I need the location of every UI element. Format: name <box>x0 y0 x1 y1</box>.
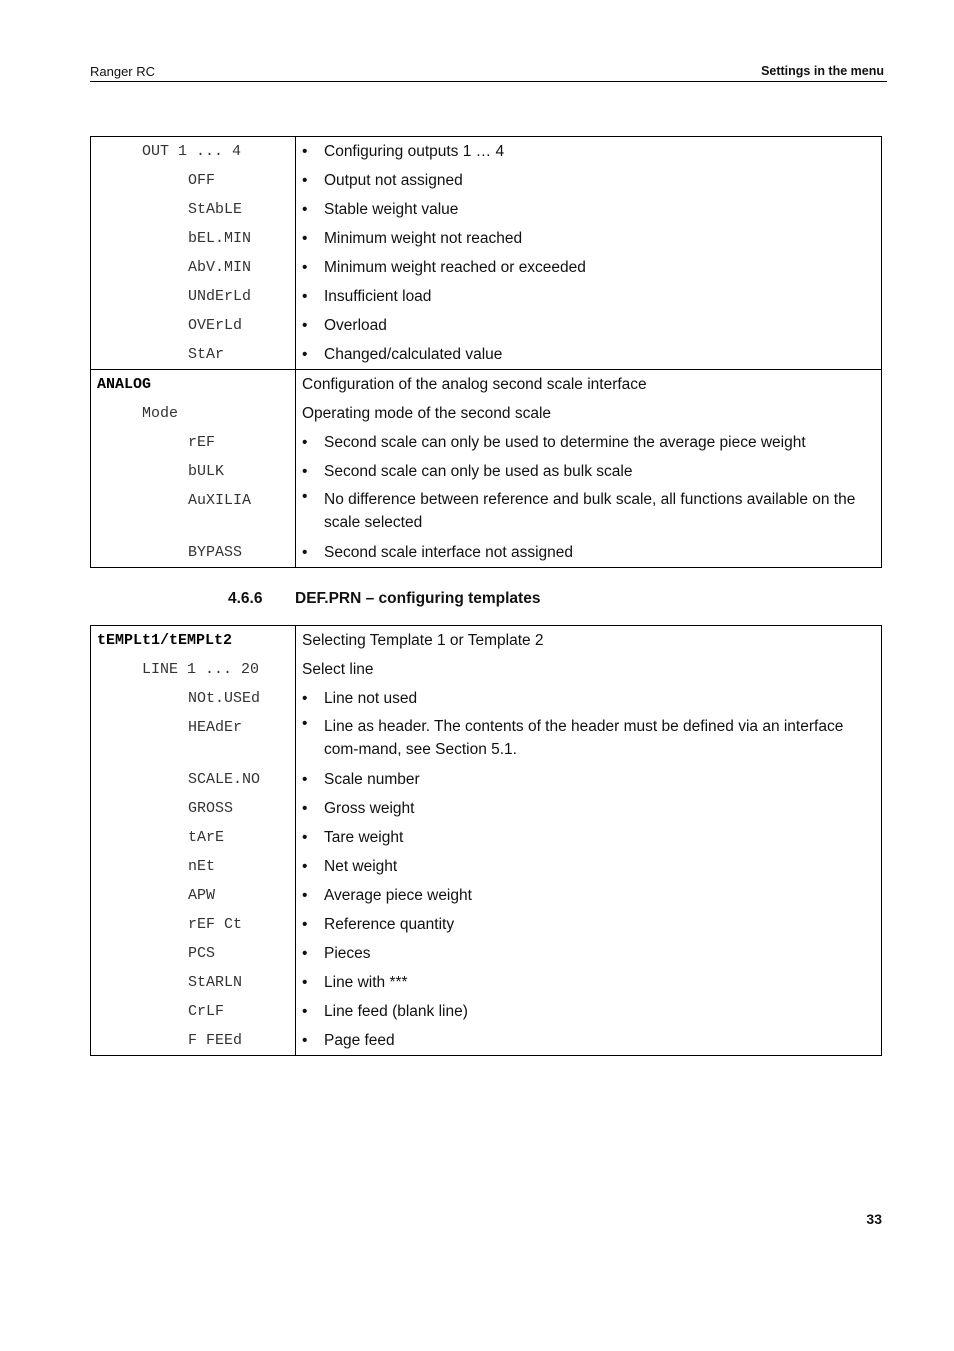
menu-code: LINE 1 ... 20 <box>142 661 260 678</box>
menu-code: NOt.USEd <box>188 690 261 707</box>
menu-code: bEL.MIN <box>188 230 252 247</box>
description-text: Gross weight <box>324 800 415 817</box>
menu-description <box>296 457 881 486</box>
description-text: Second scale can only be used to determine the average piece weight <box>324 434 806 451</box>
menu-description-cell <box>296 538 882 568</box>
menu-description-cell <box>296 655 882 684</box>
menu-description <box>296 823 881 852</box>
menu-description <box>296 195 881 224</box>
menu-code: tEMPLt1/tEMPLt2 <box>97 632 233 649</box>
menu-code-cell <box>91 137 296 167</box>
table-row <box>91 282 882 311</box>
menu-description-cell <box>296 626 882 656</box>
menu-code: nEt <box>188 858 216 875</box>
table-row <box>91 794 882 823</box>
description-text: Page feed <box>324 1032 395 1049</box>
menu-code: OFF <box>188 172 216 189</box>
menu-description-cell <box>296 166 882 195</box>
bullet-icon: • <box>302 488 308 505</box>
menu-description <box>296 370 881 399</box>
menu-code-cell <box>91 968 296 997</box>
menu-code: ANALOG <box>97 376 152 393</box>
description-text: Second scale interface not assigned <box>324 544 574 561</box>
menu-code: APW <box>188 887 216 904</box>
description-text: Operating mode of the second scale <box>302 405 552 422</box>
menu-code: AbV.MIN <box>188 259 252 276</box>
table-row <box>91 997 882 1026</box>
menu-code: StAr <box>188 346 225 363</box>
bullet-icon: • <box>302 690 308 707</box>
table-row <box>91 655 882 684</box>
menu-description-cell <box>296 195 882 224</box>
menu-code-cell <box>91 166 296 195</box>
menu-description-cell <box>296 399 882 428</box>
menu-code-cell <box>91 428 296 457</box>
bullet-icon: • <box>302 829 308 846</box>
menu-code: StARLN <box>188 974 243 991</box>
description-text: Pieces <box>324 945 371 962</box>
bullet-icon: • <box>302 346 308 363</box>
menu-code-cell <box>91 881 296 910</box>
bullet-icon: • <box>302 858 308 875</box>
menu-description <box>296 253 881 282</box>
menu-code-cell <box>91 823 296 852</box>
menu-code: rEF <box>188 434 216 451</box>
table-row <box>91 224 882 253</box>
table-row <box>91 340 882 370</box>
menu-description-cell <box>296 253 882 282</box>
menu-code-cell <box>91 765 296 794</box>
menu-code: BYPASS <box>188 544 243 561</box>
menu-description-cell <box>296 370 882 400</box>
menu-code-cell <box>91 713 296 765</box>
menu-group <box>91 626 882 1056</box>
header-divider <box>90 81 887 82</box>
menu-code-cell <box>91 399 296 428</box>
menu-code-cell <box>91 626 296 656</box>
description-text: No difference between reference and bulk scale, all functions available on the scale selected <box>324 491 856 531</box>
menu-description <box>296 486 881 538</box>
bullet-icon: • <box>302 259 308 276</box>
bullet-icon: • <box>302 288 308 305</box>
menu-code: OVErLd <box>188 317 243 334</box>
table-row <box>91 486 882 538</box>
menu-code: bULK <box>188 463 225 480</box>
menu-description <box>296 910 881 939</box>
menu-description-cell <box>296 852 882 881</box>
menu-code-cell <box>91 282 296 311</box>
table-row <box>91 968 882 997</box>
description-text: Average piece weight <box>324 887 472 904</box>
menu-description-cell <box>296 340 882 370</box>
table-row <box>91 684 882 713</box>
menu-code: OUT 1 ... 4 <box>142 143 242 160</box>
menu-description <box>296 538 881 567</box>
bullet-icon: • <box>302 434 308 451</box>
menu-description <box>296 166 881 195</box>
menu-code: AuXILIA <box>188 492 252 509</box>
menu-description-cell <box>296 684 882 713</box>
table-row <box>91 253 882 282</box>
description-text: Reference quantity <box>324 916 455 933</box>
description-text: Line not used <box>324 690 418 707</box>
bullet-icon: • <box>302 143 308 160</box>
menu-code-cell <box>91 1026 296 1056</box>
description-text: Insufficient load <box>324 288 432 305</box>
menu-description-cell <box>296 823 882 852</box>
menu-code-cell <box>91 910 296 939</box>
table-row <box>91 713 882 765</box>
menu-description-cell <box>296 137 882 167</box>
menu-description-cell <box>296 765 882 794</box>
bullet-icon: • <box>302 544 308 561</box>
bullet-icon: • <box>302 1003 308 1020</box>
menu-code-cell <box>91 370 296 400</box>
menu-code-cell <box>91 794 296 823</box>
menu-description <box>296 881 881 910</box>
menu-description <box>296 939 881 968</box>
table-row <box>91 852 882 881</box>
menu-description-cell <box>296 486 882 538</box>
menu-description-cell <box>296 910 882 939</box>
menu-group <box>91 137 882 370</box>
menu-code-cell <box>91 939 296 968</box>
menu-code: GROSS <box>188 800 234 817</box>
menu-code-cell <box>91 311 296 340</box>
table-row <box>91 881 882 910</box>
bullet-icon: • <box>302 974 308 991</box>
table-row <box>91 538 882 568</box>
menu-description <box>296 311 881 340</box>
menu-code: CrLF <box>188 1003 225 1020</box>
menu-description <box>296 137 881 166</box>
menu-description <box>296 655 881 684</box>
description-text: Net weight <box>324 858 398 875</box>
description-text: Configuring outputs 1 … 4 <box>324 143 505 160</box>
menu-code-cell <box>91 457 296 486</box>
bullet-icon: • <box>302 201 308 218</box>
description-text: Line with *** <box>324 974 408 991</box>
menu-description <box>296 224 881 253</box>
description-text: Tare weight <box>324 829 404 846</box>
menu-code: rEF Ct <box>188 916 243 933</box>
menu-code-cell <box>91 195 296 224</box>
section-title: DEF.PRN – configuring templates <box>295 590 541 607</box>
running-header-section: Settings in the menu <box>761 64 884 78</box>
menu-description-cell <box>296 794 882 823</box>
menu-description <box>296 428 881 457</box>
menu-code: PCS <box>188 945 216 962</box>
menu-description-cell <box>296 1026 882 1056</box>
bullet-icon: • <box>302 317 308 334</box>
menu-code: tArE <box>188 829 225 846</box>
bullet-icon: • <box>302 1032 308 1049</box>
menu-description-cell <box>296 713 882 765</box>
bullet-icon: • <box>302 945 308 962</box>
table-row <box>91 765 882 794</box>
menu-description-cell <box>296 428 882 457</box>
menu-code-cell <box>91 684 296 713</box>
description-text: Configuration of the analog second scale interface <box>302 376 647 393</box>
menu-description <box>296 1026 881 1055</box>
template-settings-table <box>90 625 882 1056</box>
menu-description <box>296 399 881 428</box>
menu-description <box>296 282 881 311</box>
page-number: 33 <box>866 1211 882 1227</box>
description-text: Scale number <box>324 771 420 788</box>
description-text: Select line <box>302 661 374 678</box>
description-text: Overload <box>324 317 387 334</box>
menu-code: SCALE.NO <box>188 771 261 788</box>
running-header-title: Ranger RC <box>90 64 156 79</box>
bullet-icon: • <box>302 172 308 189</box>
menu-code-cell <box>91 852 296 881</box>
bullet-icon: • <box>302 715 308 732</box>
menu-code-cell <box>91 253 296 282</box>
menu-code-cell <box>91 655 296 684</box>
menu-code: Mode <box>142 405 179 422</box>
section-number: 4.6.6 <box>228 590 263 607</box>
menu-code-cell <box>91 997 296 1026</box>
menu-code: UNdErLd <box>188 288 252 305</box>
description-text: Minimum weight not reached <box>324 230 523 247</box>
menu-code: StAbLE <box>188 201 243 218</box>
menu-description-cell <box>296 224 882 253</box>
description-text: Changed/calculated value <box>324 346 503 363</box>
table-row <box>91 428 882 457</box>
menu-description-cell <box>296 939 882 968</box>
table-row <box>91 1026 882 1056</box>
bullet-icon: • <box>302 771 308 788</box>
description-text: Minimum weight reached or exceeded <box>324 259 586 276</box>
table-row <box>91 399 882 428</box>
menu-description-cell <box>296 997 882 1026</box>
description-text: Second scale can only be used as bulk scale <box>324 463 633 480</box>
menu-description <box>296 968 881 997</box>
menu-description <box>296 626 881 655</box>
table-row <box>91 823 882 852</box>
description-text: Stable weight value <box>324 201 459 218</box>
menu-group <box>91 370 882 568</box>
menu-description <box>296 997 881 1026</box>
menu-code: F FEEd <box>188 1032 243 1049</box>
bullet-icon: • <box>302 887 308 904</box>
menu-description <box>296 340 881 369</box>
menu-description <box>296 765 881 794</box>
menu-description-cell <box>296 457 882 486</box>
bullet-icon: • <box>302 463 308 480</box>
table-row <box>91 626 882 656</box>
menu-description <box>296 794 881 823</box>
output-analog-settings-table <box>90 136 882 568</box>
table-row <box>91 910 882 939</box>
description-text: Line as header. The contents of the header must be defined via an interface com-mand, see Section 5.1. <box>324 718 844 758</box>
description-text: Output not assigned <box>324 172 463 189</box>
description-text: Selecting Template 1 or Template 2 <box>302 632 544 649</box>
menu-description <box>296 713 881 765</box>
bullet-icon: • <box>302 800 308 817</box>
menu-description <box>296 852 881 881</box>
menu-code-cell <box>91 486 296 538</box>
table-row <box>91 939 882 968</box>
menu-code-cell <box>91 340 296 370</box>
menu-description <box>296 684 881 713</box>
bullet-icon: • <box>302 916 308 933</box>
table-row <box>91 137 882 167</box>
menu-code-cell <box>91 538 296 568</box>
description-text: Line feed (blank line) <box>324 1003 468 1020</box>
table-row <box>91 166 882 195</box>
menu-description-cell <box>296 881 882 910</box>
menu-description-cell <box>296 282 882 311</box>
table-row <box>91 457 882 486</box>
table-row <box>91 370 882 400</box>
menu-code: HEAdEr <box>188 719 243 736</box>
menu-description-cell <box>296 968 882 997</box>
table-row <box>91 195 882 224</box>
menu-code-cell <box>91 224 296 253</box>
menu-description-cell <box>296 311 882 340</box>
bullet-icon: • <box>302 230 308 247</box>
table-row <box>91 311 882 340</box>
